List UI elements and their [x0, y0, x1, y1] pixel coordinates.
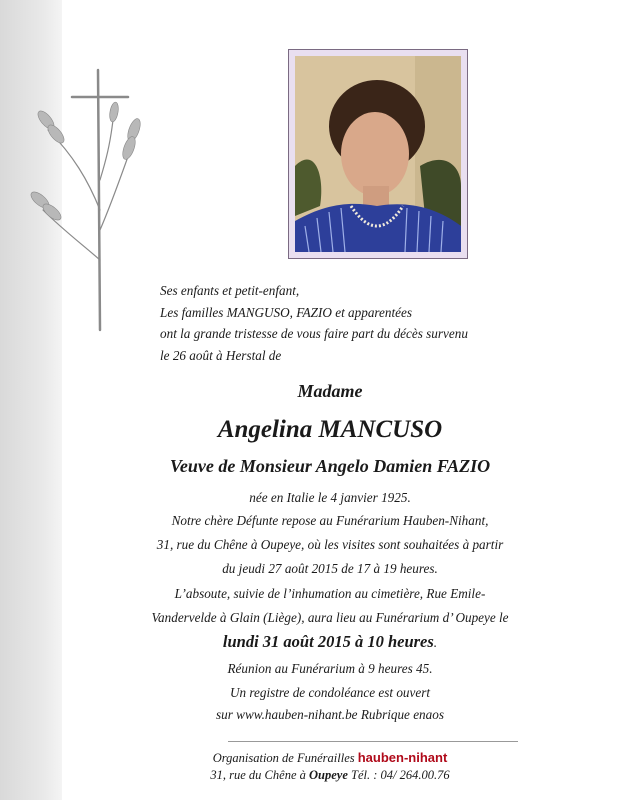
visit-line: Notre chère Défunte repose au Funérarium Hauben-Nihant, [171, 513, 489, 528]
intro-line: Ses enfants et petit-enfant, [160, 283, 300, 298]
widow-of-line: Veuve de Monsieur Angelo Damien FAZIO [169, 456, 491, 476]
ceremony-line: Vandervelde à Glain (Liège), aura lieu au Funérarium d’ Oupeye le [151, 610, 509, 625]
ceremony-line: L’absoute, suivie de l’inhumation au cimetière, Rue Emile- [174, 586, 486, 601]
ceremony-date-text: lundi 31 août 2015 à 10 heures [222, 632, 434, 651]
brand-logo: hauben-nihant [357, 750, 448, 765]
org-label: Organisation de Funérailles [212, 751, 355, 765]
ceremony-date [40, 632, 620, 652]
cross-wheat-icon [18, 60, 148, 350]
footer-address [40, 768, 620, 783]
condolence-link-line[interactable]: sur www.hauben-nihant.be Rubrique enaos [216, 707, 444, 722]
deceased-title: Madame [297, 381, 363, 401]
ceremony-date-period: . [433, 635, 438, 650]
intro-line: Les familles MANGUSO, FAZIO et apparentées [160, 304, 413, 320]
condolence-line: Un registre de condoléance est ouvert [229, 685, 431, 700]
intro-line: le 26 août à Herstal de [160, 347, 282, 363]
deceased-name: Angelina MANCUSO [217, 416, 443, 443]
intro-line: ont la grande tristesse de vous faire part du décès survenu [160, 326, 468, 341]
meeting-line: Réunion au Funérarium à 9 heures 45. [227, 661, 433, 676]
address-phone: Tél. : 04/ 264.00.76 [351, 768, 450, 782]
address-town: Oupeye [309, 768, 348, 782]
footer-divider [228, 741, 518, 742]
visit-line: 31, rue du Chêne à Oupeye, où les visites sont souhaitées à partir [156, 537, 504, 552]
portrait-frame [288, 49, 468, 259]
portrait-photo [295, 56, 461, 252]
visit-line: du jeudi 27 août 2015 de 17 à 19 heures. [222, 561, 438, 576]
address-prefix: 31, rue du Chêne à [210, 768, 306, 782]
birth-line: née en Italie le 4 janvier 1925. [249, 490, 411, 505]
footer-organisation [40, 750, 620, 766]
intro-announcement [160, 280, 580, 366]
